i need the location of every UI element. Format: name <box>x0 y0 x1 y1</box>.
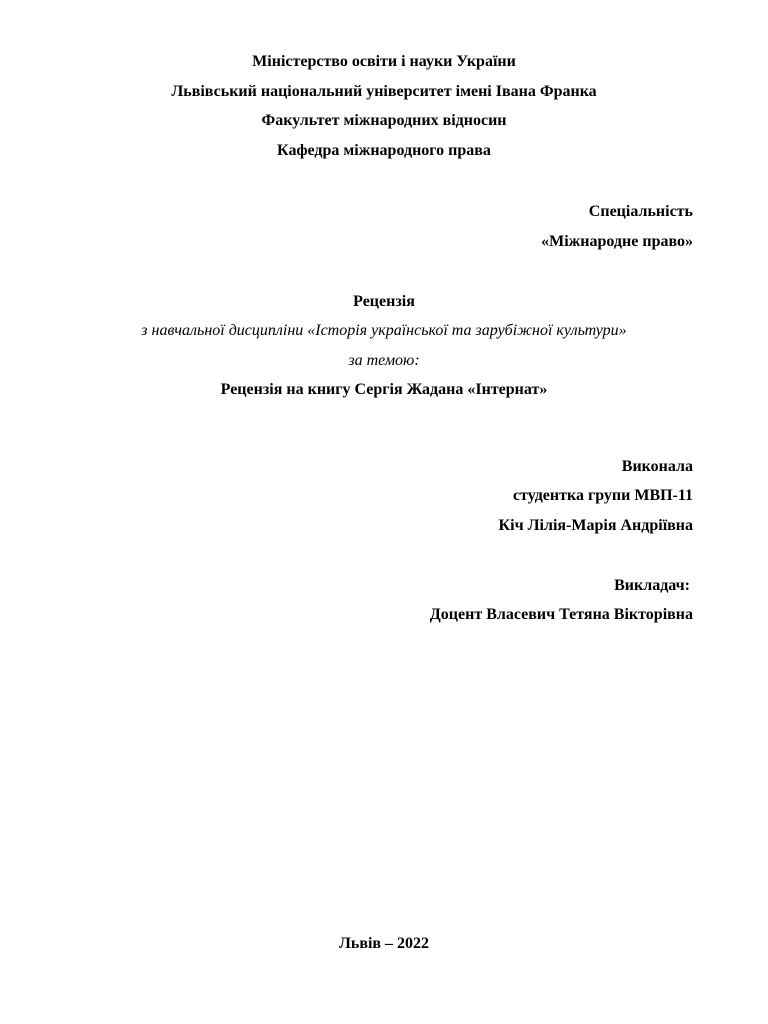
university-heading: Львівський національний університет імені Івана Франка <box>171 83 597 100</box>
author-label: Виконала <box>621 458 693 475</box>
teacher-name: Доцент Власевич Тетяна Вікторівна <box>429 606 693 623</box>
faculty-heading: Факультет міжнародних відносин <box>261 112 507 129</box>
topic-title: Рецензія на книгу Сергія Жадана «Інтернат» <box>220 381 548 398</box>
author-group: студентка групи МВП-11 <box>512 487 693 504</box>
specialty-value: «Міжнародне право» <box>541 233 693 250</box>
teacher-label: Викладач: <box>614 577 690 594</box>
ministry-heading: Міністерство освіти і науки України <box>252 53 516 70</box>
review-title: Рецензія <box>353 293 415 310</box>
author-name: Кіч Лілія-Марія Андріївна <box>498 517 693 534</box>
city-year: Львів – 2022 <box>338 935 430 952</box>
discipline-line: з навчальної дисципліни «Історія української та зарубіжної культури» <box>141 322 627 339</box>
department-heading: Кафедра міжнародного права <box>277 142 491 159</box>
specialty-label: Спеціальність <box>588 203 693 220</box>
topic-label: за темою: <box>348 352 420 369</box>
